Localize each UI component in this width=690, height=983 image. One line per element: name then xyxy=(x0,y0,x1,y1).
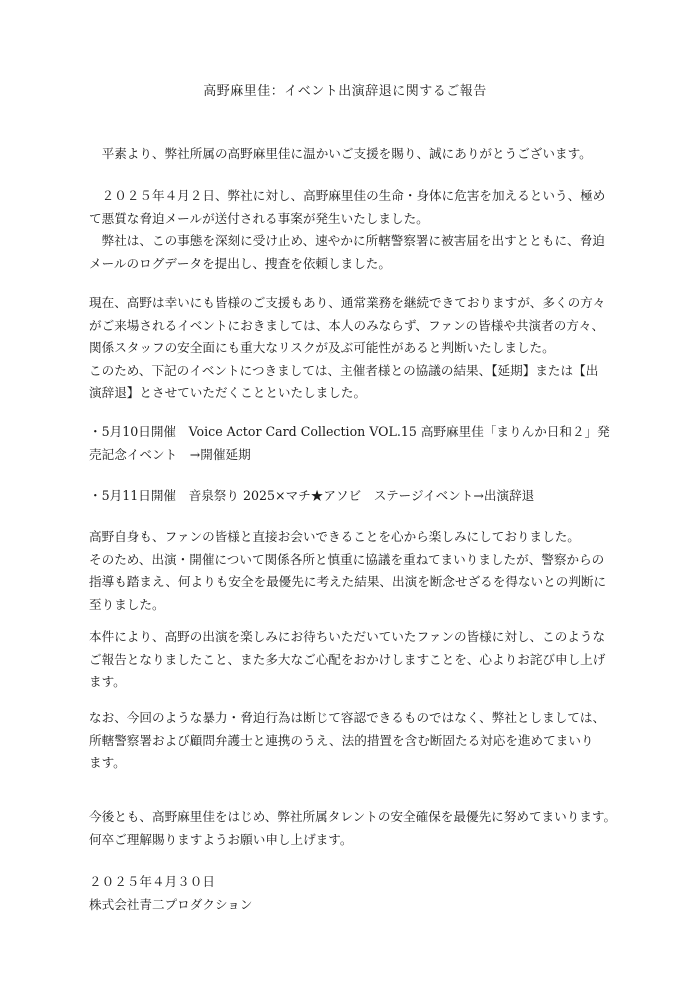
paragraph-closing xyxy=(89,806,621,851)
event-item-may10 xyxy=(89,421,621,466)
event-item-may11 xyxy=(89,485,621,508)
paragraph-legal-action xyxy=(89,707,621,775)
text-line: メールのログデータを提出し、捜査を依頼しました。 xyxy=(89,255,391,271)
text-line: 指導も踏まえ、何よりも安全を最優先に考えた結果、出演を断念せざるを得ないとの判断に xyxy=(89,574,607,589)
paragraph-apology xyxy=(89,626,621,694)
text-line: 売記念イベント →開催延期 xyxy=(89,446,251,462)
paragraph-greeting xyxy=(89,143,621,166)
issue-date: ２０２５年４月３０日 xyxy=(89,874,215,889)
text-line: 何卒ご理解賜りますようお願い申し上げます。 xyxy=(89,831,353,847)
paragraph-decision xyxy=(89,292,621,405)
text-line: ご報告となりましたこと、また多大なご心配をおかけしますことを、心よりお詫び申し上げ xyxy=(89,651,606,667)
text-line: 所轄警察署および顧問弁護士と連携のうえ、法的措置を含む断固たる対応を進めてまいり xyxy=(89,732,594,748)
text-line: 演辞退】とさせていただくことといたしました。 xyxy=(89,385,367,400)
text-line: ・5月11日開催 音泉祭り 2025×マチ★アソビ ステージイベント→出演辞退 xyxy=(89,488,535,503)
text-line: 本件により、高野の出演を楽しみにお待ちいただいていたファンの皆様に対し、このような xyxy=(89,629,606,644)
text-line: ます。 xyxy=(89,674,126,689)
text-line: 現在、高野は幸いにも皆様のご支援もあり、通常業務を継続できておりますが、多くの方々 xyxy=(89,295,606,310)
text-line: ２０２５年４月２日、弊社に対し、高野麻里佳の生命・身体に危害を加えるという、極め xyxy=(89,188,606,203)
text-line: 平素より、弊社所属の高野麻里佳に温かいご支援を賜り、誠にありがとうございます。 xyxy=(89,146,592,161)
text-line: ます。 xyxy=(89,755,126,770)
text-line: 関係スタッフの安全面にも重大なリスクが及ぶ可能性があると判断いたしました。 xyxy=(89,340,555,355)
paragraph-takano-feelings xyxy=(89,526,621,616)
text-line: なお、今回のような暴力・脅迫行為は断じて容認できるものではなく、弊社としましては、 xyxy=(89,710,606,725)
text-line: 至りました。 xyxy=(89,596,165,612)
company-name: 株式会社青二プロダクション xyxy=(89,896,253,912)
document-title: 高野麻里佳：イベント出演辞退に関するご報告 xyxy=(203,84,487,99)
text-line: 高野自身も、ファンの皆様と直接お会いできることを心から楽しみにしておりました。 xyxy=(89,529,580,544)
text-line: ・5月10日開催 Voice Actor Card Collection VOL.15 高野麻里佳「まりんか日和２」発 xyxy=(89,424,610,439)
text-line: このため、下記のイベントにつきましては、主催者様との協議の結果、【延期】または【出 xyxy=(89,362,599,378)
text-line: 弊社は、この事態を深刻に受け止め、速やかに所轄警察署に被害届を出すとともに、脅迫 xyxy=(89,233,605,248)
paragraph-incident xyxy=(89,185,621,275)
text-line: 今後とも、高野麻里佳をはじめ、弊社所属タレントの安全確保を最優先に努めてまいります。 xyxy=(89,809,617,824)
signature-block xyxy=(89,871,621,916)
text-line: て悪質な脅迫メールが送付される事案が発生いたしました。 xyxy=(89,210,429,226)
text-line: がご来場されるイベントにおきましては、本人のみならず、ファンの皆様や共演者の方々、 xyxy=(89,317,605,333)
text-line: そのため、出演・開催について関係各所と慎重に協議を重ねてまいりましたが、警察からの xyxy=(89,551,605,567)
